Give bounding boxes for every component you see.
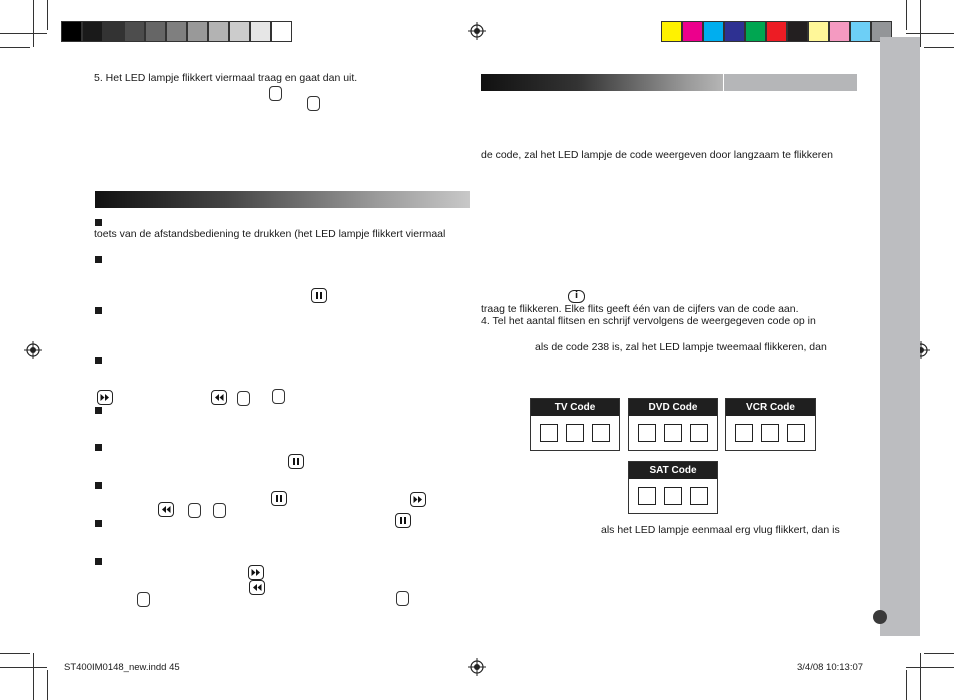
fast-forward-button-icon — [248, 565, 264, 580]
color-swatch — [787, 21, 808, 42]
section-header-bar-end — [724, 74, 857, 91]
code-digit-cell — [664, 487, 682, 505]
tv-code-label: TV Code — [531, 399, 619, 416]
color-swatch — [187, 21, 208, 42]
code-digit-cell — [638, 424, 656, 442]
code-digit-cell — [540, 424, 558, 442]
color-swatch — [145, 21, 166, 42]
crop-mark — [0, 653, 30, 654]
remote-key-icon — [213, 503, 226, 518]
remote-key-icon — [237, 391, 250, 406]
info-button-icon: i — [568, 290, 585, 303]
rewind-button-icon — [158, 502, 174, 517]
bullet — [95, 219, 102, 226]
bullet — [95, 256, 102, 263]
color-swatch — [250, 21, 271, 42]
color-swatch — [271, 21, 292, 42]
vcr-code-box — [725, 398, 816, 451]
code-digit-cell — [566, 424, 584, 442]
bullet — [95, 444, 102, 451]
code-digit-cell — [592, 424, 610, 442]
crop-mark — [47, 670, 48, 700]
color-swatch — [61, 21, 82, 42]
crop-mark — [906, 33, 954, 34]
sat-code-label: SAT Code — [629, 462, 717, 479]
rewind-button-icon — [249, 580, 265, 595]
pause-button-icon — [288, 454, 304, 469]
crop-mark — [0, 667, 47, 668]
color-swatch — [724, 21, 745, 42]
bullet — [95, 307, 102, 314]
page-dot — [873, 610, 887, 624]
rewind-button-icon — [211, 390, 227, 405]
pause-button-icon — [395, 513, 411, 528]
crop-mark — [920, 0, 921, 47]
example-238-text: als de code 238 is, zal het LED lampje tweemaal flikkeren, dan — [535, 341, 827, 353]
flash-digits-text: traag te flikkeren. Elke flits geeft één van de cijfers van de code aan. — [481, 303, 799, 315]
code-digit-cell — [690, 487, 708, 505]
section-header-bar — [481, 74, 723, 91]
code-digit-cell — [664, 424, 682, 442]
bullet — [95, 482, 102, 489]
footer-file-name: ST400IM0148_new.indd 45 — [64, 662, 180, 673]
color-swatch — [166, 21, 187, 42]
footer-datetime: 3/4/08 10:13:07 — [797, 662, 864, 673]
bullet — [95, 407, 102, 414]
code-display-text: de code, zal het LED lampje de code weergeven door langzaam te flikkeren — [481, 149, 833, 161]
crop-mark — [906, 0, 907, 30]
crop-mark — [906, 667, 954, 668]
step-5-text: 5. Het LED lampje flikkert viermaal traag en gaat dan uit. — [94, 72, 358, 84]
code-digit-cell — [787, 424, 805, 442]
section-header-bar — [95, 191, 470, 208]
color-swatch — [850, 21, 871, 42]
sat-code-box — [628, 461, 718, 514]
remote-key-icon — [307, 96, 320, 111]
pause-button-icon — [311, 288, 327, 303]
color-swatch — [703, 21, 724, 42]
dvd-code-box — [628, 398, 718, 451]
color-swatch — [208, 21, 229, 42]
color-swatch — [82, 21, 103, 42]
color-swatch — [745, 21, 766, 42]
color-swatch — [661, 21, 682, 42]
color-swatch — [829, 21, 850, 42]
code-digit-cell — [761, 424, 779, 442]
bullet — [95, 558, 102, 565]
remote-key-text: toets van de afstandsbediening te drukken (het LED lampje flikkert viermaal — [94, 228, 446, 240]
crop-mark — [0, 47, 30, 48]
color-swatch — [103, 21, 124, 42]
vcr-code-label: VCR Code — [726, 399, 815, 416]
color-swatch — [229, 21, 250, 42]
fast-forward-button-icon — [97, 390, 113, 405]
once-fast-text: als het LED lampje eenmaal erg vlug flikkert, dan is — [601, 524, 840, 536]
code-digit-cell — [638, 487, 656, 505]
registration-mark-icon — [468, 658, 486, 676]
code-digit-cell — [690, 424, 708, 442]
side-tab — [880, 37, 920, 636]
remote-key-icon — [188, 503, 201, 518]
registration-mark-icon — [468, 22, 486, 40]
remote-key-icon — [269, 86, 282, 101]
step-4-text: 4. Tel het aantal flitsen en schrijf vervolgens de weergegeven code op in — [481, 315, 816, 327]
code-digit-cell — [735, 424, 753, 442]
registration-mark-icon — [24, 341, 42, 359]
remote-key-icon — [137, 592, 150, 607]
remote-key-icon — [396, 591, 409, 606]
fast-forward-button-icon — [410, 492, 426, 507]
crop-mark — [920, 653, 921, 700]
crop-mark — [0, 33, 47, 34]
crop-mark — [906, 670, 907, 700]
color-swatch — [124, 21, 145, 42]
bullet — [95, 520, 102, 527]
crop-mark — [33, 0, 34, 47]
color-swatch — [682, 21, 703, 42]
color-swatch — [808, 21, 829, 42]
crop-mark — [33, 653, 34, 700]
pause-button-icon — [271, 491, 287, 506]
crop-mark — [924, 653, 954, 654]
tv-code-box — [530, 398, 620, 451]
remote-key-icon — [272, 389, 285, 404]
crop-mark — [924, 47, 954, 48]
color-swatch — [766, 21, 787, 42]
bullet — [95, 357, 102, 364]
crop-mark — [47, 0, 48, 30]
dvd-code-label: DVD Code — [629, 399, 717, 416]
